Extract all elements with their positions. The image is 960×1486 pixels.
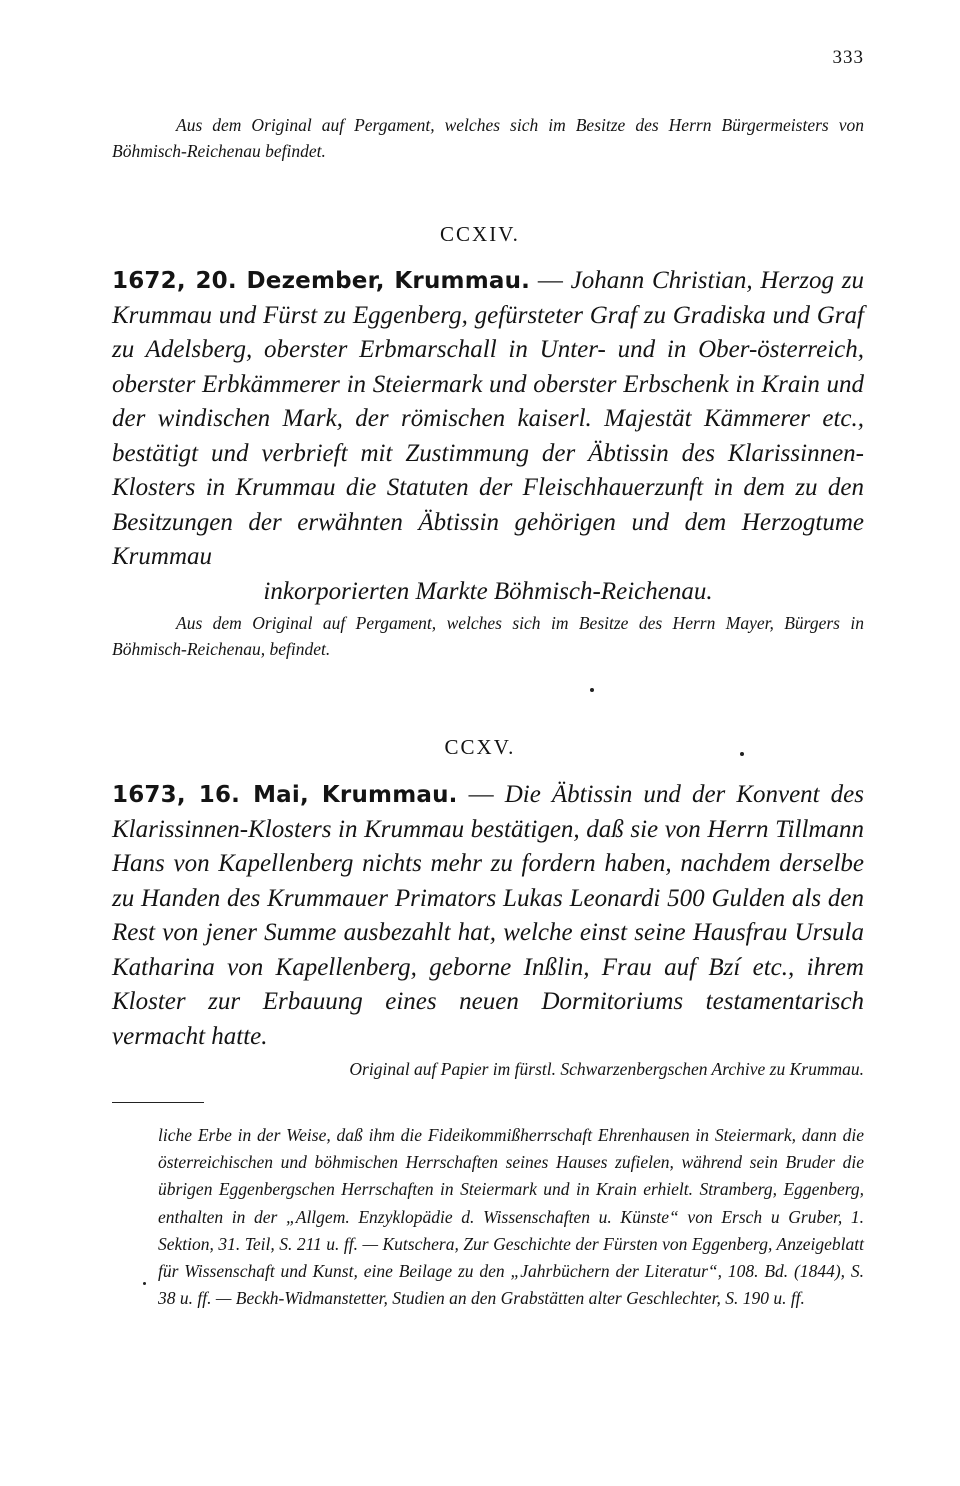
entry-ccxv <box>112 778 864 1054</box>
top-source-note: Aus dem Original auf Pergament, welches sich im Besitze des Herrn Bürgermeisters von Böhmisch-Reichenau befindet. <box>112 115 864 161</box>
page-number: 333 <box>832 47 864 68</box>
entry-numeral-ccxv: CCXV. <box>444 735 516 759</box>
entry-summary-ccxv: Die Äbtissin und der Konvent des Klarissinnen-Klosters in Krummau bestätigen, daß sie von Herrn Tillmann Hans von Kapellenberg nichts mehr zu fordern haben, nachdem derselbe zu Handen des Krummauer Primators Lukas Leonardi 500 Gulden als den Rest von jener Summe ausbezahlt hat, welche einst seine Hausfrau Ursula Katharina von Kapellenberg, geborne Inßlin, Frau auf Bzí etc., ihrem Kloster zur Erbauung eines neuen Dormitoriums testamentarisch vermacht hatte. <box>112 781 864 1050</box>
entry-ccxiv <box>112 264 864 609</box>
entry-summary-ccxiv: Johann Christian, Herzog zu Krummau und Fürst zu Eggenberg, gefürsteter Graf zu Gradiska und Graf zu Adelsberg, oberster Erbmarschall in Unter- und in Ober-österreich, oberster Erbkämmerer in Steiermark und oberster Erbschenk in Krain und der windischen Mark, der römischen kaiserl. Majestät Kämmerer etc., bestätigt und verbrieft mit Zustimmung der Äbtissin des Klarissinnen-Klosters in Krummau die Statuten der Fleischhauerzunft in dem zu den Besitzungen der erwähnten Äbtissin gehörigen und dem Herzogtume Krummau <box>112 267 864 570</box>
entry-dash-ccxv: — <box>457 781 505 808</box>
footnote-separator <box>112 1102 204 1103</box>
source-note-ccxv: Original auf Papier im fürstl. Schwarzenbergschen Archive zu Krummau. <box>349 1059 864 1079</box>
entry-numeral-ccxiv: CCXIV. <box>440 222 520 246</box>
footnote: liche Erbe in der Weise, daß ihm die Fideikommißherrschaft Ehrenhausen in Steiermark, dann die österreichischen und böhmischen Herrschaften seines Hauses zufielen, während sein Bruder die übrigen Eggenbergschen Herrschaften in Steiermark und in Krain erhielt. Stramberg, Eggenberg, enthalten in der „Allgem. Enzyklopädie d. Wissenschaften u. Künste“ von Ersch u Gruber, 1. Sektion, 31. Teil, S. 211 u. ff. — Kutschera, Zur Geschichte der Fürsten von Eggenberg, Anzeigeblatt für Wissenschaft und Kunst, eine Beilage zu den „Jahrbüchern der Literatur“, 108. Bd. (1844), S. 38 u. ff. — Beckh-Widmanstetter, Studien an den Grabstätten alter Geschlechter, S. 190 u. ff. <box>158 1125 864 1309</box>
source-note-ccxiv: Aus dem Original auf Pergament, welches sich im Besitze des Herrn Mayer, Bürgers in Böhmisch-Reichenau, befindet. <box>112 613 864 659</box>
stray-dot-mark <box>740 752 744 756</box>
entry-dash-ccxiv: — <box>530 267 571 294</box>
stray-dot-mark <box>143 1282 146 1285</box>
entry-heading-ccxv: 1673, 16. Mai, Krummau. <box>112 782 458 808</box>
stray-dot-mark <box>590 688 594 692</box>
entry-summary-last-line-ccxiv: inkorporierten Markte Böhmisch-Reichenau. <box>263 577 713 605</box>
entry-heading-ccxiv: 1672, 20. Dezember, Krummau. <box>112 268 531 294</box>
